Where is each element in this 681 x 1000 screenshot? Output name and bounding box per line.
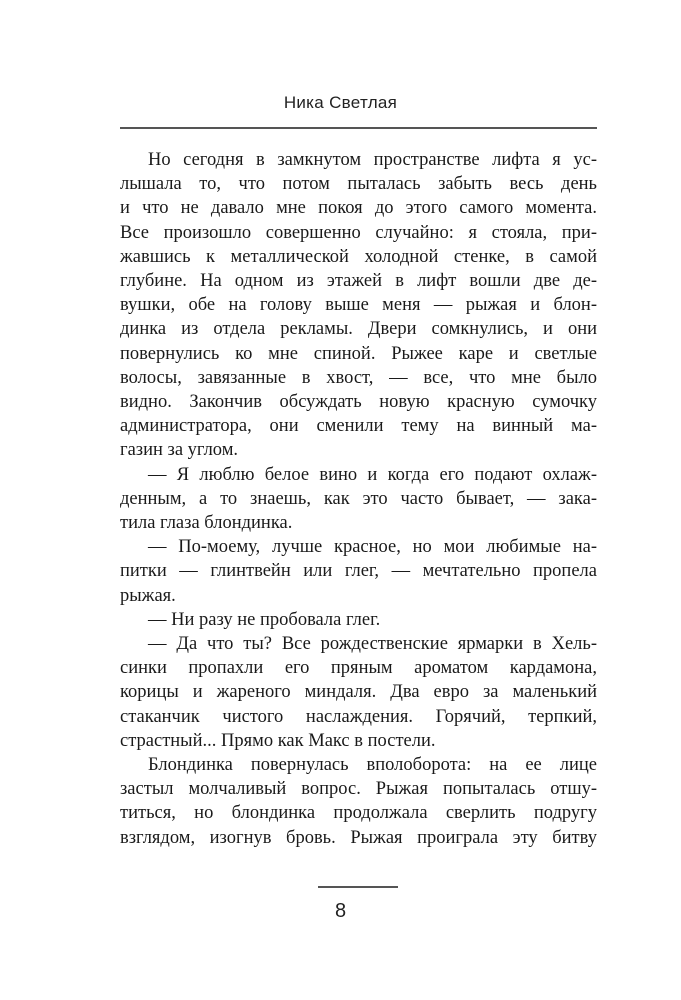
text-line: вушки, обе на голову выше меня — рыжая и блон- (120, 295, 597, 316)
text-line: динка из отдела рекламы. Двери сомкнулись, и они (120, 319, 597, 340)
text-line: страстный... Прямо как Макс в постели. (120, 730, 436, 751)
text-line: стаканчик чистого наслаждения. Горячий, терпкий, (120, 706, 597, 727)
text-line: синки пропахли его пряным ароматом кардамона, (120, 658, 597, 679)
text-line: видно. Закончив обсуждать новую красную сумочку (120, 392, 597, 413)
text-line: повернулись ко мне спиной. Рыжее каре и светлые (120, 343, 597, 364)
text-line: и что не давало мне покоя до этого самого момента. (120, 198, 597, 219)
footer-rule (318, 886, 398, 888)
text-line: — По-моему, лучше красное, но мои любимые на- (148, 537, 597, 558)
text-line: Но сегодня в замкнутом пространстве лифта я ус- (148, 150, 597, 170)
text-line: — Да что ты? Все рождественские ярмарки в Хель- (148, 634, 597, 655)
text-line: Все произошло совершенно случайно: я стояла, при- (120, 222, 597, 243)
text-line: — Я люблю белое вино и когда его подают охлаж- (148, 464, 597, 485)
page-body (120, 148, 597, 850)
text-line: администратора, они сменили тему на винный ма- (120, 416, 597, 437)
header-rule (120, 127, 597, 129)
text-line: титься, но блондинка продолжала сверлить подругу (120, 803, 597, 824)
text-line: лышала то, что потом пыталась забыть весь день (120, 174, 597, 195)
text-line: корицы и жареного миндаля. Два евро за маленький (120, 682, 597, 703)
running-head-author: Ника Светлая (283, 93, 398, 112)
text-line: рыжая. (120, 585, 176, 606)
text-line: питки — глинтвейн или глег, — мечтательно пропела (120, 561, 597, 582)
text-line: взглядом, изогнув бровь. Рыжая проиграла эту битву (120, 827, 597, 848)
text-line: денным, а то знаешь, как это часто бывает, — зака- (120, 488, 597, 509)
text-line: газин за углом. (120, 440, 239, 461)
text-line: жавшись к металлической холодной стенке, в самой (120, 246, 597, 267)
text-line: глубине. На одном из этажей в лифт вошли две де- (120, 271, 597, 292)
text-line: волосы, завязанные в хвост, — все, что мне было (120, 367, 597, 388)
text-line: застыл молчаливый вопрос. Рыжая попыталась отшу- (120, 779, 597, 800)
text-line: Блондинка повернулась вполоборота: на ее лице (148, 755, 597, 776)
page-number: 8 (334, 900, 347, 922)
text-line: тила глаза блондинка. (120, 513, 293, 534)
text-line: — Ни разу не пробовала глег. (148, 609, 381, 630)
